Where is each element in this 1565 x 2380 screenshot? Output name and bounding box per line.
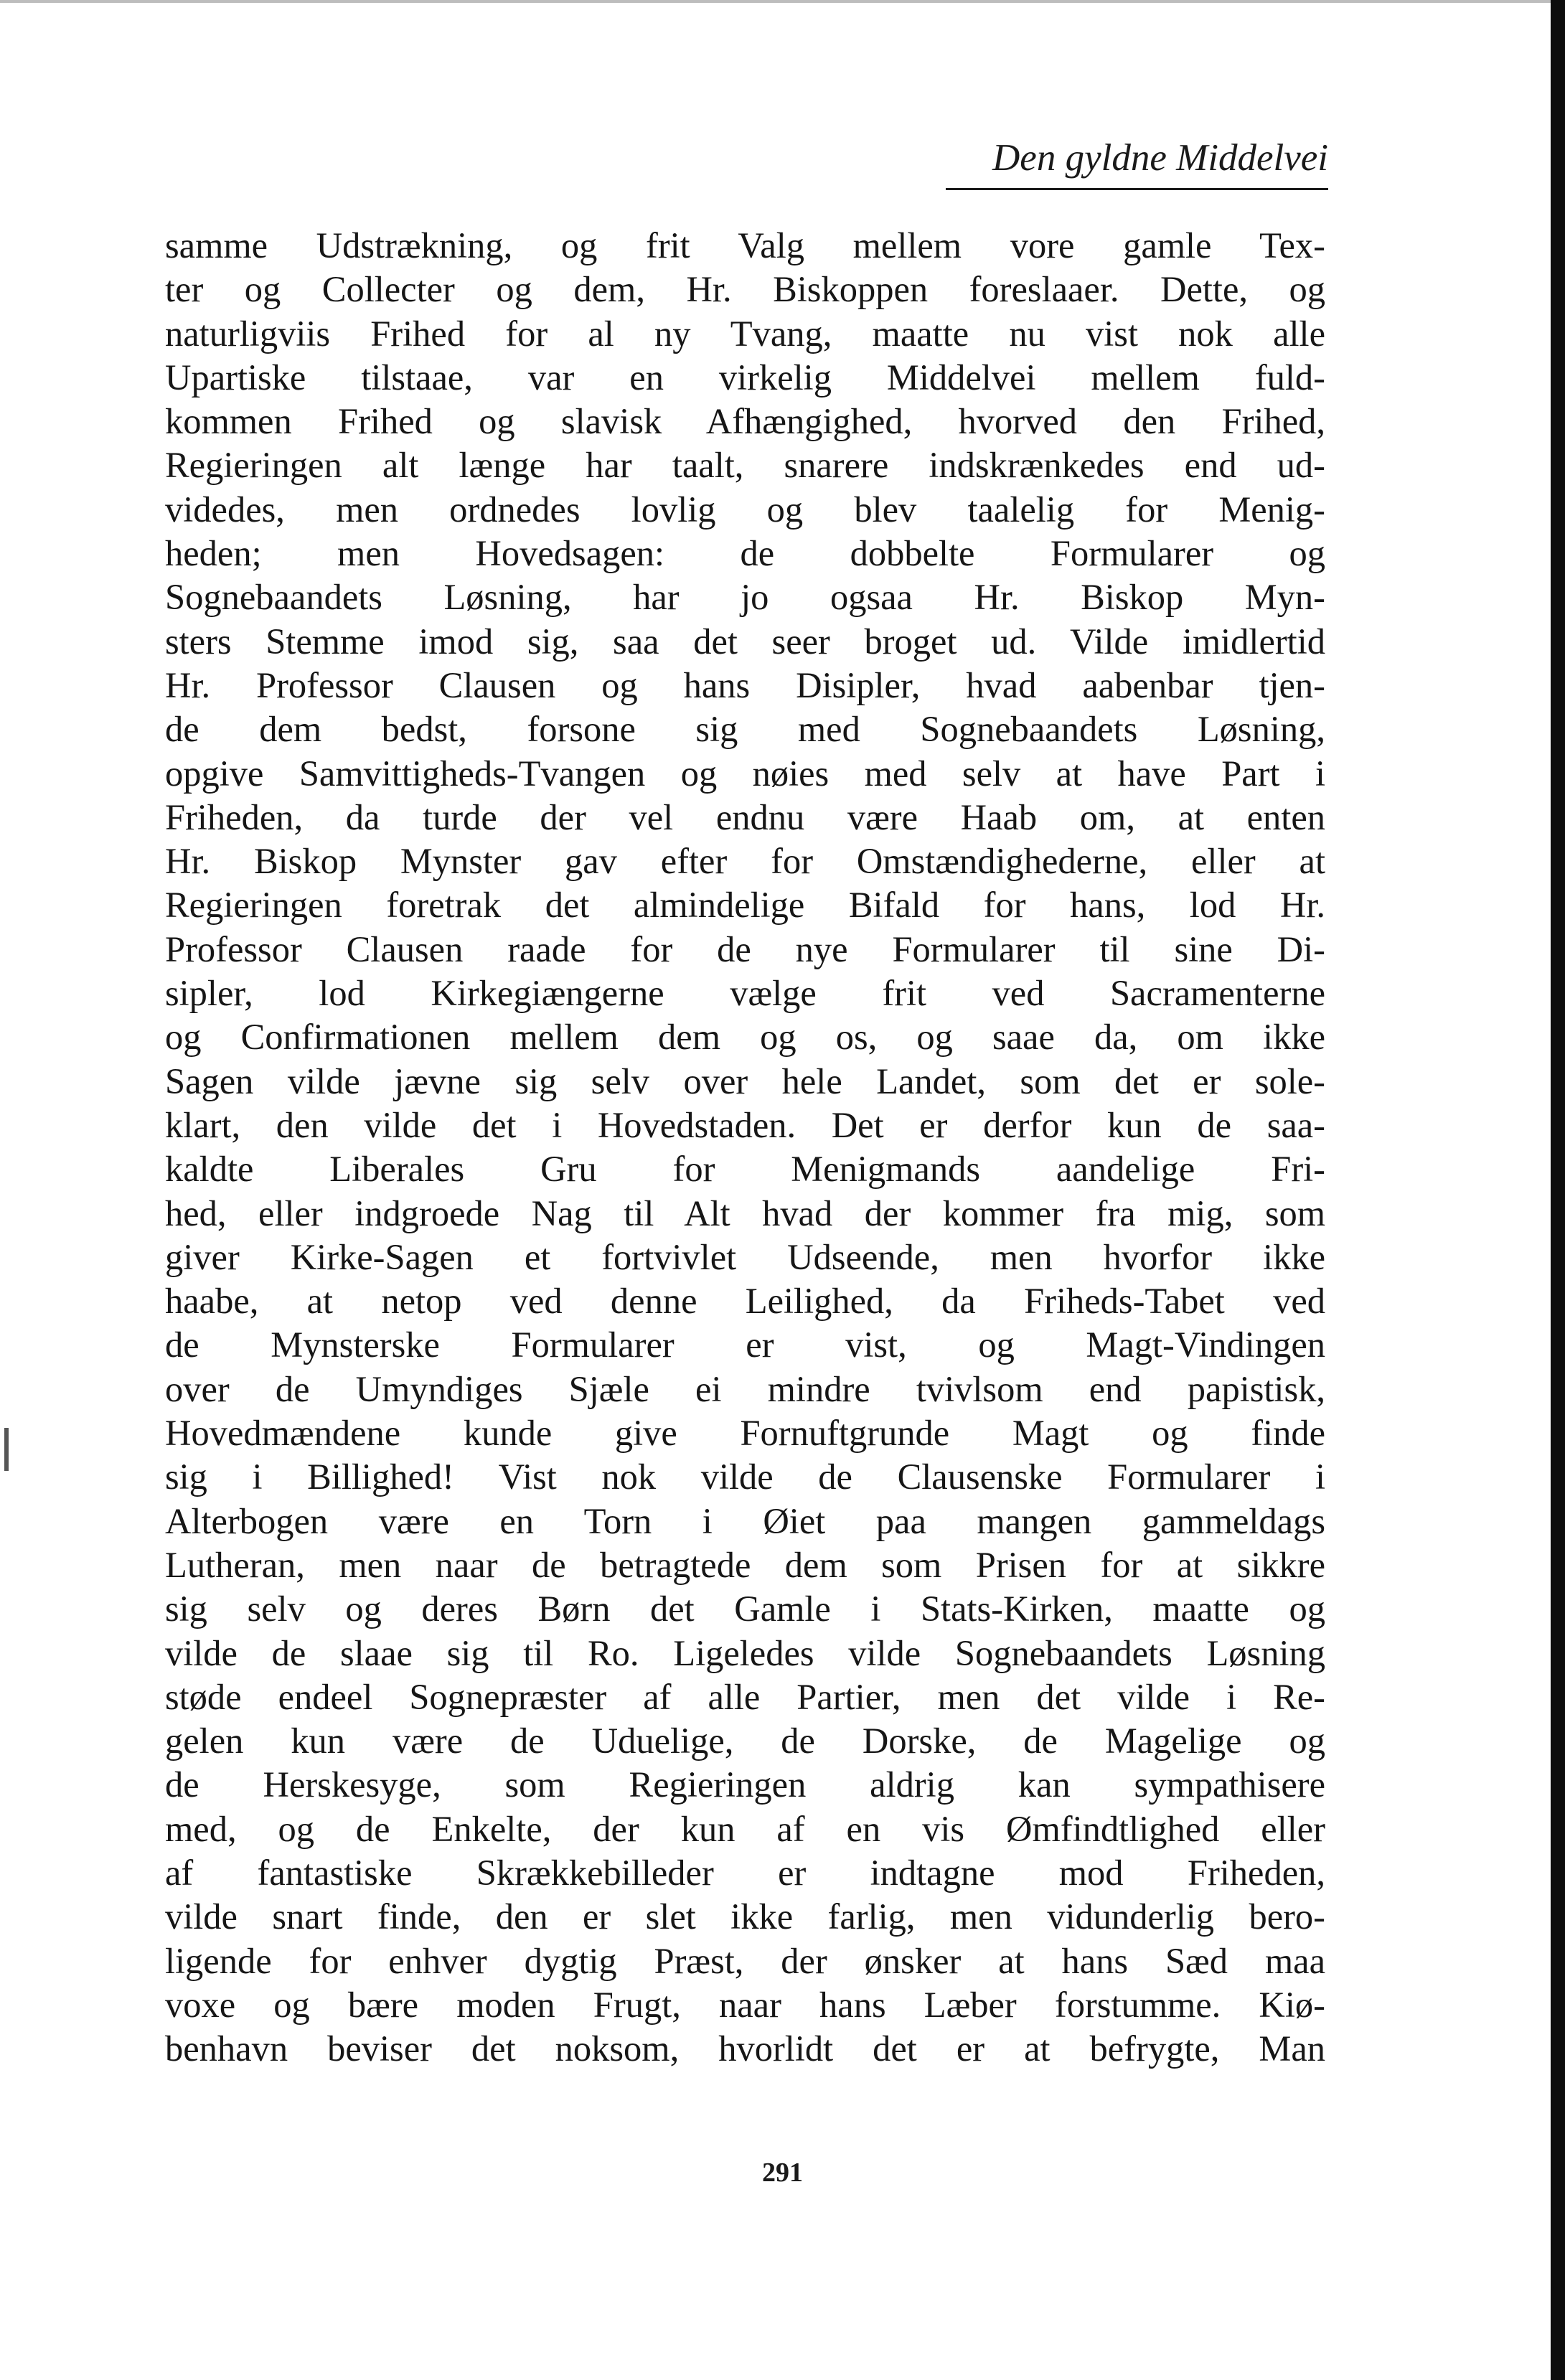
text-line: gelen kun være de Uduelige, de Dorske, de Magelige og: [165, 1721, 1325, 1762]
text-line: Lutheran, men naar de betragtede dem som Prisen for at sikkre: [165, 1544, 1325, 1585]
text-line: heden; men Hovedsagen: de dobbelte Formularer og: [165, 533, 1325, 574]
text-line: Regieringen foretrak det almindelige Bifald for hans, lod Hr.: [165, 885, 1325, 926]
text-line: klart, den vilde det i Hovedstaden. Det er derfor kun de saa-: [165, 1104, 1325, 1145]
text-line: støde endeel Sognepræster af alle Partier, men det vilde i Re-: [165, 1676, 1325, 1717]
text-line: haabe, at netop ved denne Leilighed, da Friheds-Tabet ved: [165, 1281, 1325, 1322]
margin-mark: [4, 1428, 9, 1471]
text-line: ligende for enhver dygtig Præst, der ønsker at hans Sæd maa: [165, 1940, 1325, 1981]
text-line: opgive Samvittigheds-Tvangen og nøies med selv at have Part i: [165, 753, 1325, 794]
text-line: ter og Collecter og dem, Hr. Biskoppen foreslaaer. Dette, og: [165, 269, 1325, 310]
text-line: og Confirmationen mellem dem og os, og saae da, om ikke: [165, 1017, 1325, 1058]
text-line: Sognebaandets Løsning, har jo ogsaa Hr. Biskop Myn-: [165, 577, 1325, 618]
text-line: Regieringen alt længe har taalt, snarere indskrænkedes end ud-: [165, 445, 1325, 486]
text-line: Hr. Professor Clausen og hans Disipler, hvad aabenbar tjen-: [165, 664, 1325, 705]
text-line: sig i Billighed! Vist nok vilde de Clausenske Formularer i: [165, 1457, 1325, 1497]
text-line: Alterbogen være en Torn i Øiet paa mangen gammeldags: [165, 1500, 1325, 1541]
text-line: Hr. Biskop Mynster gav efter for Omstændighederne, eller at: [165, 841, 1325, 882]
text-line: Hovedmændene kunde give Fornuftgrunde Magt og finde: [165, 1413, 1325, 1454]
scan-top-edge: [0, 0, 1565, 3]
text-line: med, og de Enkelte, der kun af en vis Ømfindtlighed eller: [165, 1808, 1325, 1849]
text-line: giver Kirke-Sagen et fortvivlet Udseende, men hvorfor ikke: [165, 1236, 1325, 1277]
scan-right-edge: [1551, 0, 1565, 2380]
text-line: samme Udstrækning, og frit Valg mellem vore gamle Tex-: [165, 225, 1325, 265]
text-line: kaldte Liberales Gru for Menigmands aandelige Fri-: [165, 1149, 1325, 1190]
text-line: vilde de slaae sig til Ro. Ligeledes vilde Sognebaandets Løsning: [165, 1632, 1325, 1673]
body-text: [165, 224, 1325, 2071]
text-line: hed, eller indgroede Nag til Alt hvad der kommer fra mig, som: [165, 1193, 1325, 1233]
text-line: vilde snart finde, den er slet ikke farlig, men vidunderlig bero-: [165, 1896, 1325, 1937]
text-line: Sagen vilde jævne sig selv over hele Landet, som det er sole-: [165, 1060, 1325, 1101]
text-line: sig selv og deres Børn det Gamle i Stats-Kirken, maatte og: [165, 1589, 1325, 1629]
text-line: sters Stemme imod sig, saa det seer broget ud. Vilde imidlertid: [165, 621, 1325, 662]
text-line: naturligviis Frihed for al ny Tvang, maatte nu vist nok alle: [165, 313, 1325, 354]
running-header: Den gyldne Middelvei: [992, 137, 1328, 179]
text-line: sipler, lod Kirkegiængerne vælge frit ved Sacramenterne: [165, 973, 1325, 1014]
text-line: Upartiske tilstaae, var en virkelig Middelvei mellem fuld-: [165, 357, 1325, 398]
text-line: af fantastiske Skrækkebilleder er indtagne mod Friheden,: [165, 1852, 1325, 1893]
text-line: de Herskesyge, som Regieringen aldrig kan sympathisere: [165, 1764, 1325, 1805]
text-line: kommen Frihed og slavisk Afhængighed, hvorved den Frihed,: [165, 401, 1325, 442]
text-line: benhavn beviser det noksom, hvorlidt det er at befrygte, Man: [165, 2028, 1325, 2069]
text-line: voxe og bære moden Frugt, naar hans Læber forstumme. Kiø-: [165, 1984, 1325, 2025]
header-underline: [946, 188, 1328, 190]
text-line: videdes, men ordnedes lovlig og blev taalelig for Menig-: [165, 489, 1325, 530]
page-number: 291: [762, 2158, 803, 2188]
text-line: de dem bedst, forsone sig med Sognebaandets Løsning,: [165, 709, 1325, 750]
text-line: de Mynsterske Formularer er vist, og Magt-Vindingen: [165, 1325, 1325, 1365]
text-line: Professor Clausen raade for de nye Formularer til sine Di-: [165, 928, 1325, 969]
text-line: over de Umyndiges Sjæle ei mindre tvivlsom end papistisk,: [165, 1368, 1325, 1409]
text-line: Friheden, da turde der vel endnu være Haab om, at enten: [165, 796, 1325, 837]
